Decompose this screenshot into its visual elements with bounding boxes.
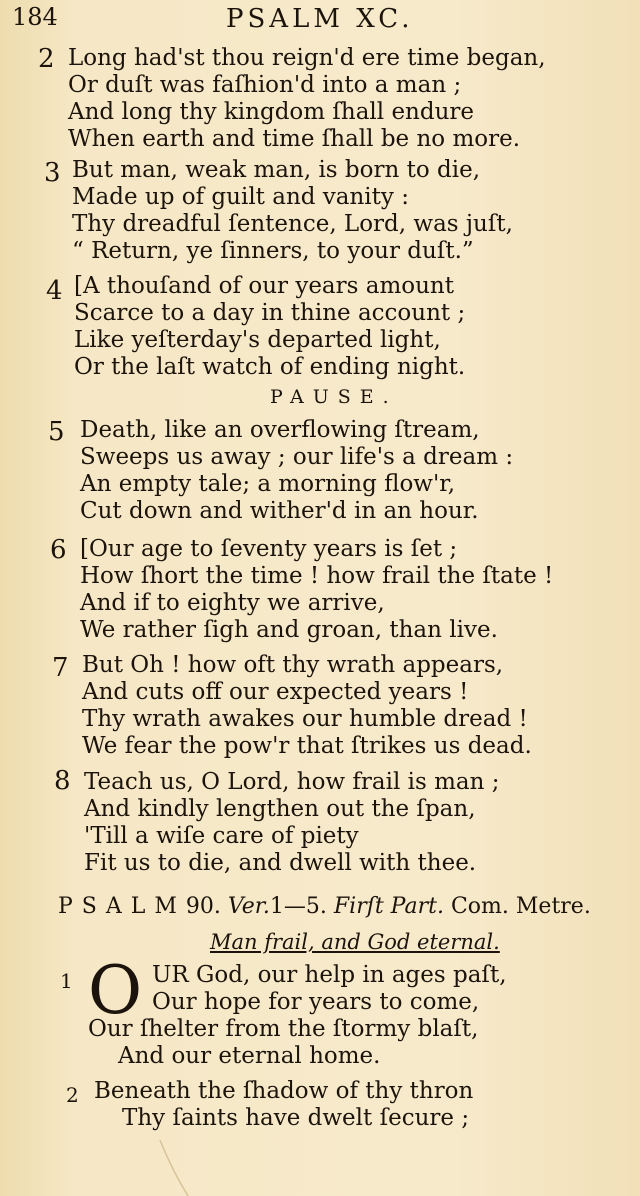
verse-line: Death, like an overflowing ſtream, [80,417,480,443]
verse-line: And kindly lengthen out the ſpan, [84,796,476,822]
psalm-heading-metre: Com. Metre. [450,894,591,919]
verse-line: Our ſhelter from the ſtormy blaſt, [88,1016,479,1042]
verse-number: 1 [60,969,73,993]
psalm-heading [58,893,591,920]
verse-line: Fit us to die, and dwell with thee. [84,850,477,876]
verse-line: Scarce to a day in thine account ; [74,300,466,326]
pause-label: PAUSE. [270,386,398,408]
psalm-heading-word: PSALM [58,894,186,919]
verse-line: [A thouſand of our years amount [74,273,454,299]
verse-line: 'Till a wiſe care of piety [84,823,359,849]
verse-line: And long thy kingdom ſhall endure [68,99,475,125]
verse-line: [Our age to ſeventy years is ſet ; [80,536,458,562]
stanza-number: 7 [52,653,69,683]
verse-line: And our eternal home. [118,1043,381,1069]
verse-line: Or duſt was faſhion'd into a man ; [68,72,462,98]
verse-line: Beneath the ſhadow of thy thron [94,1078,474,1104]
verse-line: And if to eighty we arrive, [80,590,385,616]
verse-line: Teach us, O Lord, how frail is man ; [84,769,500,795]
verse-line: Made up of guilt and vanity : [72,184,409,210]
drop-cap: O [88,952,143,1029]
paper-mark [150,1140,210,1196]
verse-line: How ſhort the time ! how frail the ſtate ! [80,563,554,589]
verse-line: An empty tale; a morning flow'r, [80,471,456,497]
verse-line: When earth and time ſhall be no more. [68,126,521,152]
verse-line: And cuts off our expected years ! [82,679,469,705]
verse-line: But man, weak man, is born to die, [72,157,481,183]
page-number: 184 [12,3,58,31]
psalm-heading-range: 1—5. [269,894,327,919]
verse-line: Thy ſaints have dwelt ſecure ; [122,1105,470,1131]
stanza-number: 6 [50,535,67,565]
verse-line: Our hope for years to come, [152,989,480,1015]
psalm-heading-number: 90. [185,894,221,919]
stanza-number: 3 [44,158,61,188]
verse-line: Thy dreadful ſentence, Lord, was juſt, [72,211,513,237]
verse-line: Long had'st thou reign'd ere time began, [68,45,546,71]
stanza-number: 5 [48,417,65,447]
verse-line: Cut down and wither'd in an hour. [80,498,479,524]
verse-line: We rather ſigh and groan, than live. [80,617,498,643]
stanza-number: 4 [46,276,63,306]
page-title: PSALM XC. [226,4,414,34]
stanza-number: 8 [54,766,71,796]
verse-number: 2 [66,1083,79,1107]
verse-line: Like yeſterday's departed light, [74,327,441,353]
psalm-heading-ver: Ver. [227,894,270,919]
verse-line: “ Return, ye ſinners, to your duſt.” [72,238,474,264]
verse-line: UR God, our help in ages paſt, [152,962,507,988]
verse-line: Sweeps us away ; our life's a dream : [80,444,514,470]
verse-line: Thy wrath awakes our humble dread ! [82,706,528,732]
verse-line: We fear the pow'r that ſtrikes us dead. [82,733,532,759]
psalm-subtitle: Man frail, and God eternal. [210,930,500,954]
stanza-number: 2 [38,44,55,74]
verse-line: Or the laſt watch of ending night. [74,354,466,380]
psalm-heading-part: Firſt Part. [333,894,444,919]
verse-line: But Oh ! how oft thy wrath appears, [82,652,504,678]
